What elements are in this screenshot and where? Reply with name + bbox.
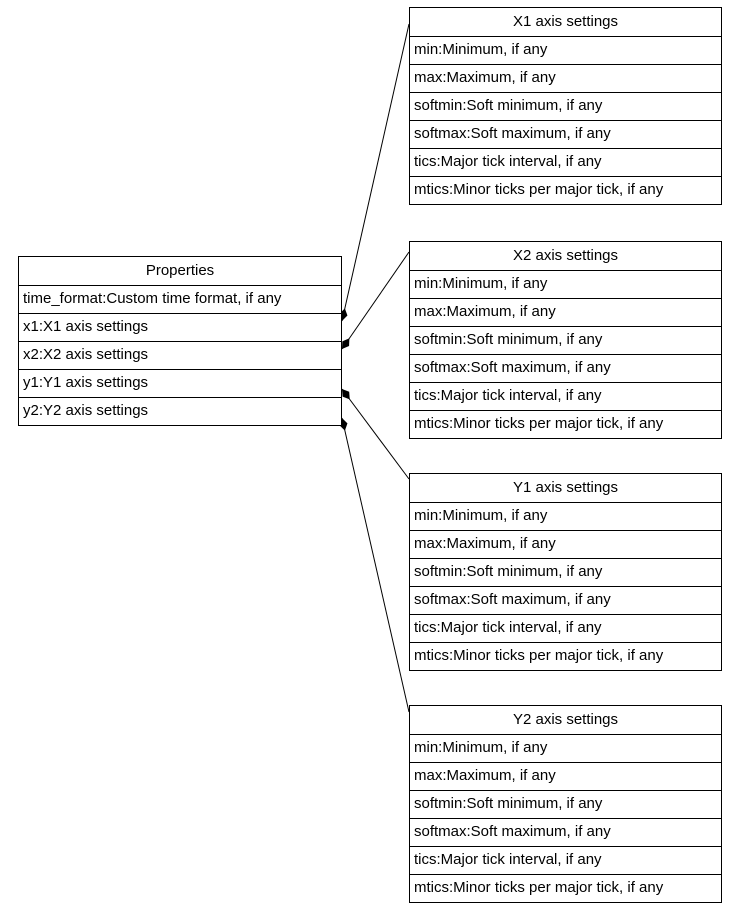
field-row-mtics: mtics:Minor ticks per major tick, if any [410, 874, 721, 902]
field-row-x2: x2:X2 axis settings [19, 341, 341, 369]
edge-y2-composition [342, 418, 409, 712]
edge-y1-composition [342, 389, 409, 479]
field-row-max: max:Maximum, if any [410, 762, 721, 790]
field-row-max: max:Maximum, if any [410, 530, 721, 558]
node-title: Properties [145, 262, 215, 279]
field-row-y2: y2:Y2 axis settings [19, 397, 341, 425]
field-row-max: max:Maximum, if any [410, 298, 721, 326]
y2-axis-node [409, 705, 722, 903]
field-row-tics: tics:Major tick interval, if any [410, 148, 721, 176]
field-row-max: max:Maximum, if any [410, 64, 721, 92]
field-row-softmax: softmax:Soft maximum, if any [410, 354, 721, 382]
node-title: X1 axis settings [512, 13, 619, 30]
field-row-min: min:Minimum, if any [410, 502, 721, 530]
x1-axis-node [409, 7, 722, 205]
field-row-min: min:Minimum, if any [410, 734, 721, 762]
node-title: Y1 axis settings [512, 479, 619, 496]
field-row-mtics: mtics:Minor ticks per major tick, if any [410, 410, 721, 438]
field-row-time-format: time_format:Custom time format, if any [19, 285, 341, 313]
node-title: Y2 axis settings [512, 711, 619, 728]
field-row-tics: tics:Major tick interval, if any [410, 382, 721, 410]
field-row-min: min:Minimum, if any [410, 270, 721, 298]
node-title: X2 axis settings [512, 247, 619, 264]
field-row-mtics: mtics:Minor ticks per major tick, if any [410, 176, 721, 204]
field-row-min: min:Minimum, if any [410, 36, 721, 64]
field-row-softmin: softmin:Soft minimum, if any [410, 790, 721, 818]
field-row-softmin: softmin:Soft minimum, if any [410, 92, 721, 120]
x2-axis-node [409, 241, 722, 439]
edge-x2-composition [342, 252, 409, 349]
field-row-softmax: softmax:Soft maximum, if any [410, 818, 721, 846]
field-row-softmin: softmin:Soft minimum, if any [410, 326, 721, 354]
field-row-y1: y1:Y1 axis settings [19, 369, 341, 397]
properties-node [18, 256, 342, 426]
field-row-softmin: softmin:Soft minimum, if any [410, 558, 721, 586]
field-row-softmax: softmax:Soft maximum, if any [410, 120, 721, 148]
edge-x1-composition [342, 24, 409, 321]
y1-axis-node [409, 473, 722, 671]
field-row-tics: tics:Major tick interval, if any [410, 846, 721, 874]
field-row-mtics: mtics:Minor ticks per major tick, if any [410, 642, 721, 670]
field-row-softmax: softmax:Soft maximum, if any [410, 586, 721, 614]
field-row-tics: tics:Major tick interval, if any [410, 614, 721, 642]
field-row-x1: x1:X1 axis settings [19, 313, 341, 341]
